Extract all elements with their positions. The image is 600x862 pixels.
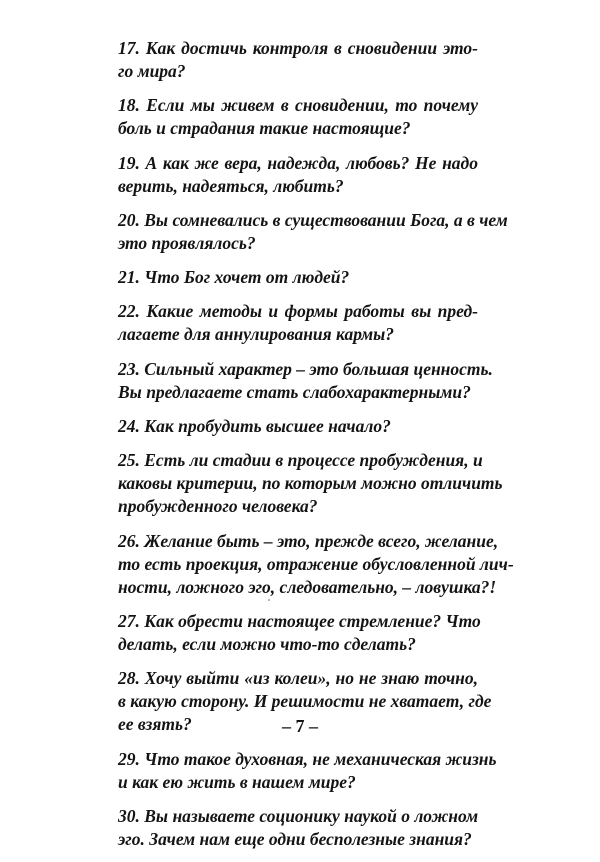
scan-speck: [268, 599, 270, 601]
question-line: каковы критерии, по которым можно отличить: [118, 473, 503, 494]
question-list: [118, 37, 514, 862]
question-line: 19. А как же вера, надежда, любовь? Не надо: [118, 152, 478, 173]
question-22: [118, 300, 478, 346]
page-number: – 7 –: [282, 716, 318, 736]
question-line: 26. Желание быть – это, прежде всего, желание,: [118, 530, 499, 551]
question-line: то есть проекция, отражение обусловленной лич-: [118, 553, 514, 574]
question-line: 17. Как достичь контроля в сновидении это-: [118, 38, 478, 58]
question-29: [118, 748, 497, 794]
question-line: боль и страдания такие настоящие?: [118, 118, 411, 139]
question-line: Вы предлагаете стать слабохарактерными?: [118, 381, 471, 402]
question-line: это проявлялось?: [118, 232, 256, 253]
question-line: 30. Вы называете соционику наукой о ложном: [118, 805, 479, 826]
question-line: 22. Какие методы и формы работы вы пред-: [118, 301, 478, 322]
question-line: ее взять?: [118, 714, 192, 735]
question-line: в какую сторону. И решимости не хватает, где: [118, 691, 492, 712]
question-line: пробужденного человека?: [118, 496, 318, 517]
question-line: делать, если можно что-то сделать?: [118, 633, 416, 654]
question-26: [118, 530, 514, 599]
question-25: [118, 449, 503, 518]
question-24: [118, 415, 478, 438]
question-line: 20. Вы сомневались в существовании Бога, а в чем: [118, 209, 508, 230]
question-line: 25. Есть ли стадии в процессе пробуждения, и: [118, 450, 483, 471]
question-line: верить, надеяться, любить?: [118, 175, 344, 196]
question-19: [118, 152, 478, 198]
question-line: 27. Как обрести настоящее стремление? Что: [118, 610, 481, 631]
question-line: 29. Что такое духовная, не механическая жизнь: [118, 748, 497, 769]
question-17: [118, 37, 478, 83]
question-21: [118, 266, 478, 289]
question-line: го мира?: [118, 61, 186, 81]
question-line: 21. Что Бог хочет от людей?: [118, 267, 350, 288]
question-line: лагаете для аннулирования кармы?: [118, 324, 394, 345]
question-23: [118, 358, 493, 404]
question-20: [118, 209, 508, 255]
question-line: и как ею жить в нашем мире?: [118, 771, 356, 792]
question-line: эго. Зачем нам еще одни бесполезные знания?: [118, 828, 472, 849]
question-30: [118, 805, 478, 851]
question-27: [118, 610, 481, 656]
question-line: 18. Если мы живем в сновидении, то почему: [118, 95, 478, 116]
question-line: 24. Как пробудить высшее начало?: [118, 416, 391, 437]
question-line: 28. Хочу выйти «из колеи», но не знаю точно,: [118, 668, 478, 689]
question-18: [118, 94, 478, 140]
question-line: ности, ложного эго, следовательно, – ловушка?!: [118, 576, 497, 597]
question-line: 23. Сильный характер – это большая ценность.: [118, 358, 493, 379]
